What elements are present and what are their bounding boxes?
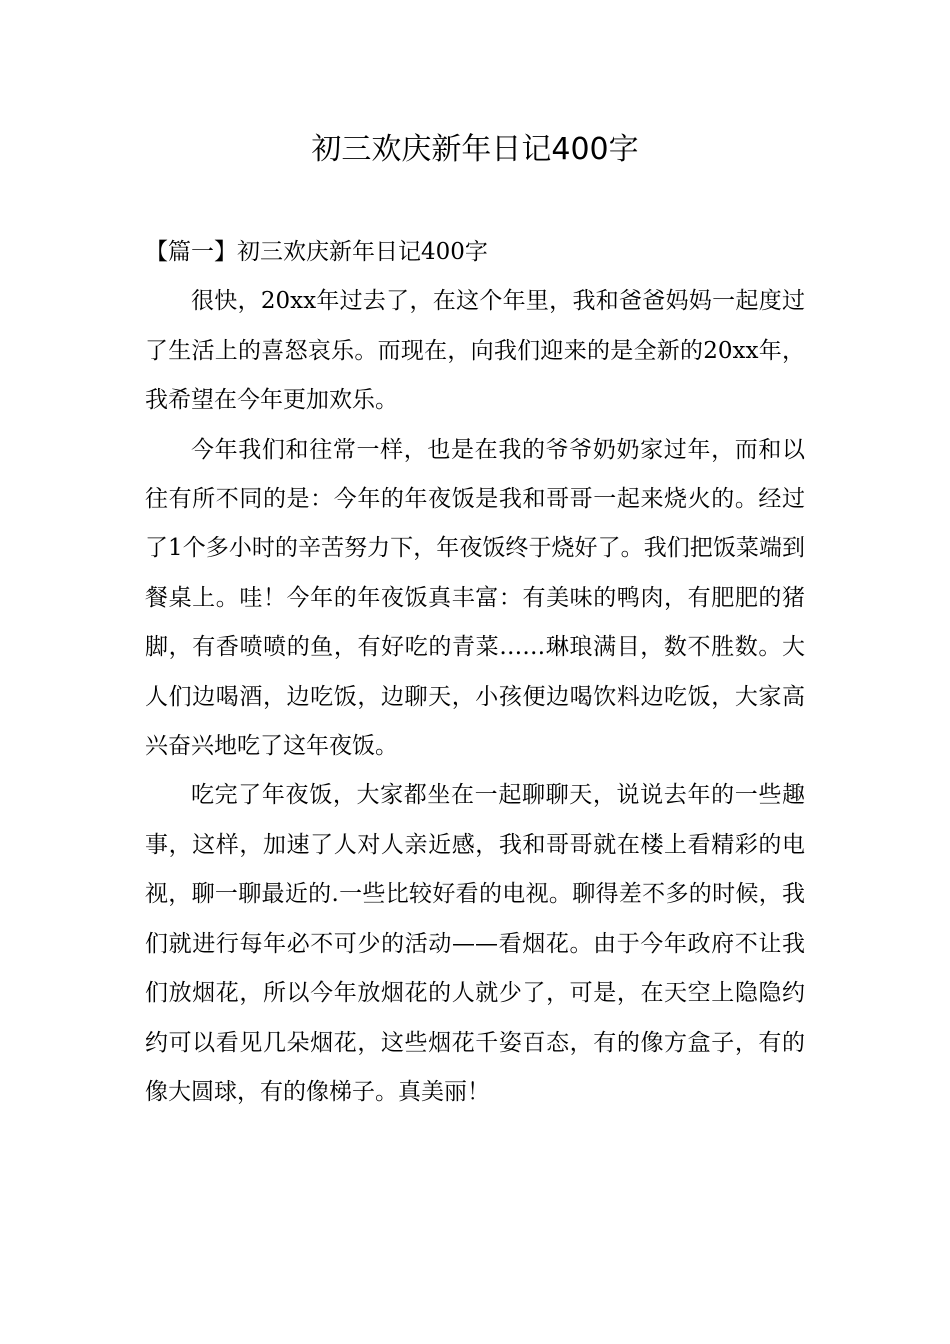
document-title: 初三欢庆新年日记400字 <box>311 132 639 167</box>
paragraph-3: 吃完了年夜饭，大家都坐在一起聊聊天，说说去年的一些趣事，这样，加速了人对人亲近感，我和哥哥就在楼上看精彩的电视，聊一聊最近的.一些比较好看的电视。聊得差不多的时候，我们就进行每年必不可少的活动——看烟花。由于今年政府不让我们放烟花，所以今年放烟花的人就少了，可是，在天空上隐隐约约可以看见几朵烟花，这些烟花千姿百态，有的像方盒子，有的像大圆球，有的像梯子。真美丽！ <box>145 782 805 1105</box>
section-heading: 【篇一】初三欢庆新年日记400字 <box>145 239 488 265</box>
document-body <box>145 228 805 1117</box>
paragraph-1: 很快，20xx年过去了，在这个年里，我和爸爸妈妈一起度过了生活上的喜怒哀乐。而现在，向我们迎来的是全新的20xx年，我希望在今年更加欢乐。 <box>145 288 805 414</box>
paragraph-2: 今年我们和往常一样，也是在我的爷爷奶奶家过年，而和以往有所不同的是：今年的年夜饭是我和哥哥一起来烧火的。经过了1个多小时的辛苦努力下，年夜饭终于烧好了。我们把饭菜端到餐桌上。哇！今年的年夜饭真丰富：有美味的鸭肉，有肥肥的猪脚，有香喷喷的鱼，有好吃的青菜……琳琅满目，数不胜数。大人们边喝酒，边吃饭，边聊天，小孩便边喝饮料边吃饭，大家高兴奋兴地吃了这年夜饭。 <box>145 436 805 760</box>
